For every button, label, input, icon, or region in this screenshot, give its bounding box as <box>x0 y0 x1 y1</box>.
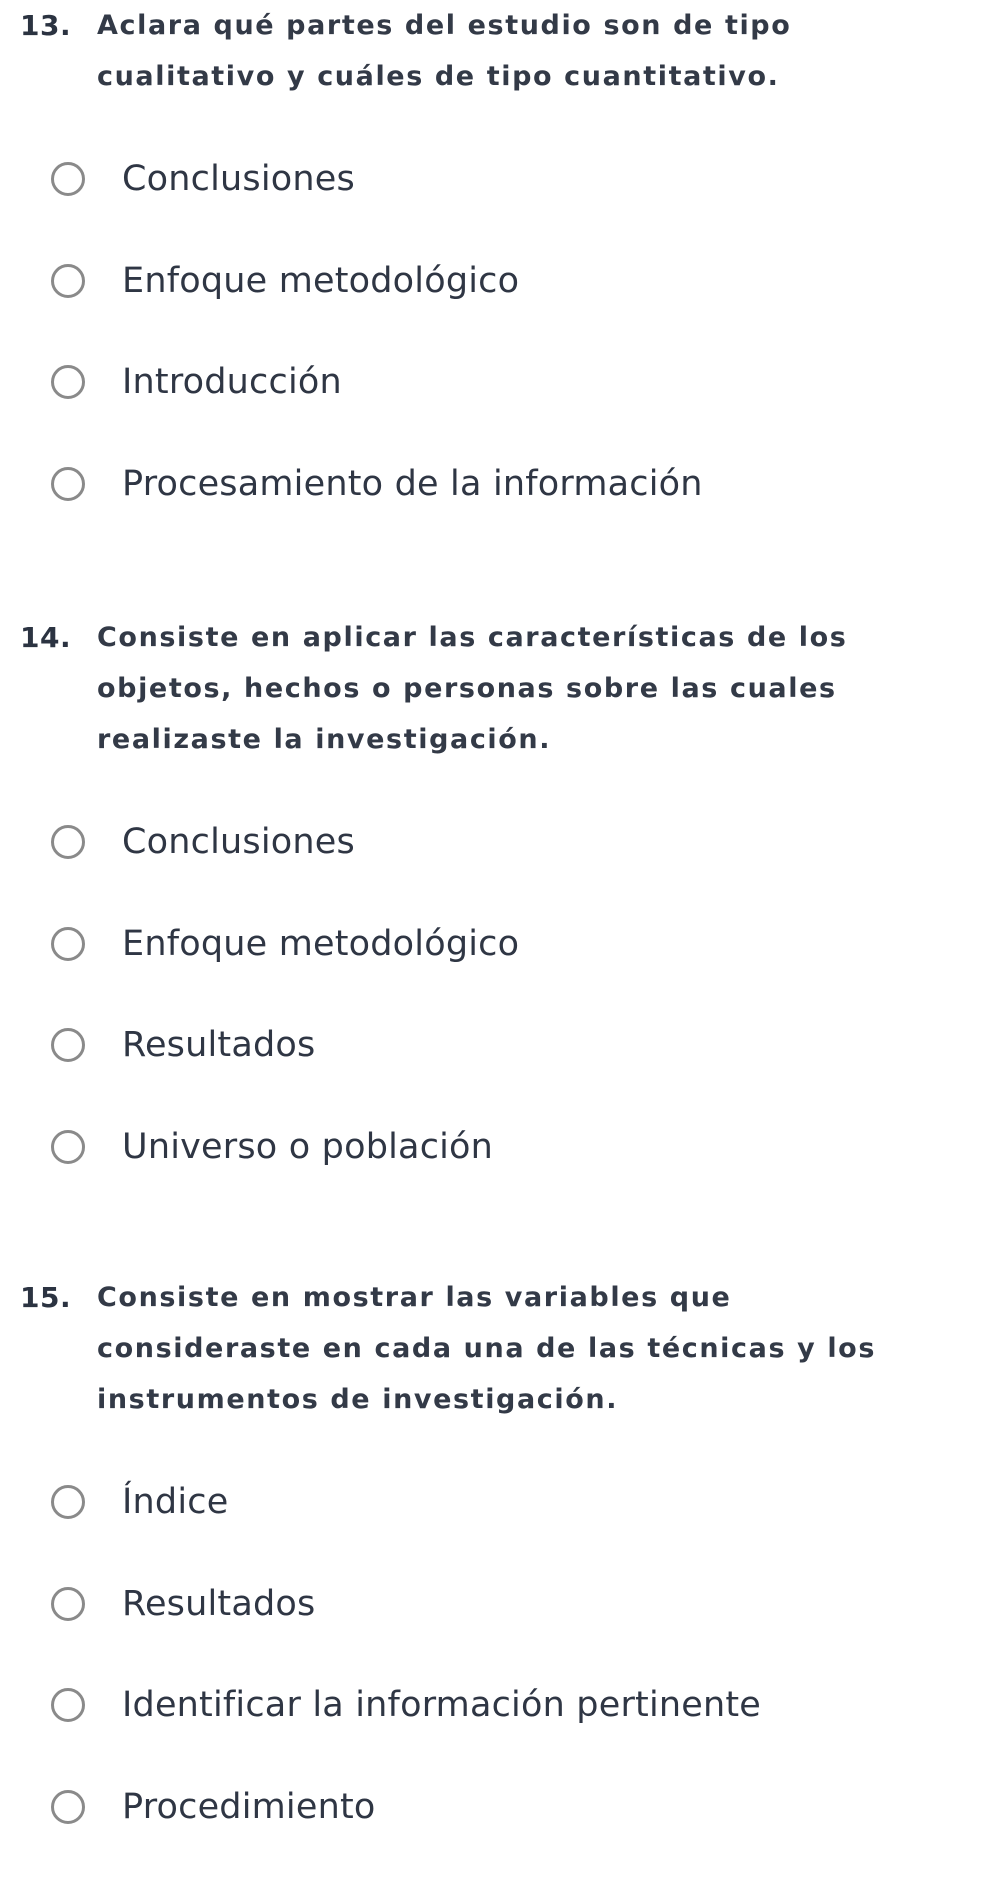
question-text: Consiste en aplicar las características de los objetos, hechos o personas sobre las cuales realizaste la investigación. <box>97 612 957 765</box>
question-15 <box>0 1272 1008 1882</box>
option-conclusiones[interactable] <box>0 816 1008 918</box>
question-text: Aclara qué partes del estudio son de tipo cualitativo y cuáles de tipo cuantitativo. <box>97 0 957 102</box>
option-introduccion[interactable] <box>0 356 1008 458</box>
radio-button[interactable] <box>51 264 85 298</box>
radio-button[interactable] <box>51 1028 85 1062</box>
option-label: Conclusiones <box>122 816 355 868</box>
option-label: Índice <box>122 1476 228 1528</box>
option-label: Identificar la información pertinente <box>122 1679 761 1731</box>
question-number: 14. <box>20 612 71 663</box>
question-13 <box>0 0 1008 559</box>
option-indice[interactable] <box>0 1476 1008 1578</box>
question-14 <box>0 612 1008 1222</box>
option-label: Universo o población <box>122 1121 493 1173</box>
option-identificar-informacion[interactable] <box>0 1679 1008 1781</box>
radio-button[interactable] <box>51 467 85 501</box>
options-list <box>0 1476 1008 1882</box>
question-header <box>0 1272 1008 1425</box>
radio-button[interactable] <box>51 1587 85 1621</box>
question-number: 13. <box>20 0 71 51</box>
option-resultados[interactable] <box>0 1019 1008 1121</box>
question-header <box>0 612 1008 765</box>
option-label: Resultados <box>122 1019 315 1071</box>
radio-button[interactable] <box>51 1790 85 1824</box>
option-label: Introducción <box>122 356 342 408</box>
option-universo-poblacion[interactable] <box>0 1121 1008 1223</box>
option-enfoque-metodologico[interactable] <box>0 918 1008 1020</box>
radio-button[interactable] <box>51 1688 85 1722</box>
option-conclusiones[interactable] <box>0 153 1008 255</box>
radio-button[interactable] <box>51 1130 85 1164</box>
option-procesamiento-informacion[interactable] <box>0 458 1008 560</box>
option-enfoque-metodologico[interactable] <box>0 255 1008 357</box>
question-number: 15. <box>20 1272 71 1323</box>
options-list <box>0 153 1008 559</box>
option-resultados[interactable] <box>0 1578 1008 1680</box>
radio-button[interactable] <box>51 1485 85 1519</box>
option-label: Enfoque metodológico <box>122 918 519 970</box>
question-header <box>0 0 1008 102</box>
question-text: Consiste en mostrar las variables que consideraste en cada una de las técnicas y los instrumentos de investigación. <box>97 1272 957 1425</box>
radio-button[interactable] <box>51 825 85 859</box>
option-label: Conclusiones <box>122 153 355 205</box>
radio-button[interactable] <box>51 927 85 961</box>
radio-button[interactable] <box>51 365 85 399</box>
option-label: Procesamiento de la información <box>122 458 703 510</box>
option-label: Resultados <box>122 1578 315 1630</box>
option-label: Enfoque metodológico <box>122 255 519 307</box>
options-list <box>0 816 1008 1222</box>
option-procedimiento[interactable] <box>0 1781 1008 1882</box>
option-label: Procedimiento <box>122 1781 376 1833</box>
radio-button[interactable] <box>51 162 85 196</box>
